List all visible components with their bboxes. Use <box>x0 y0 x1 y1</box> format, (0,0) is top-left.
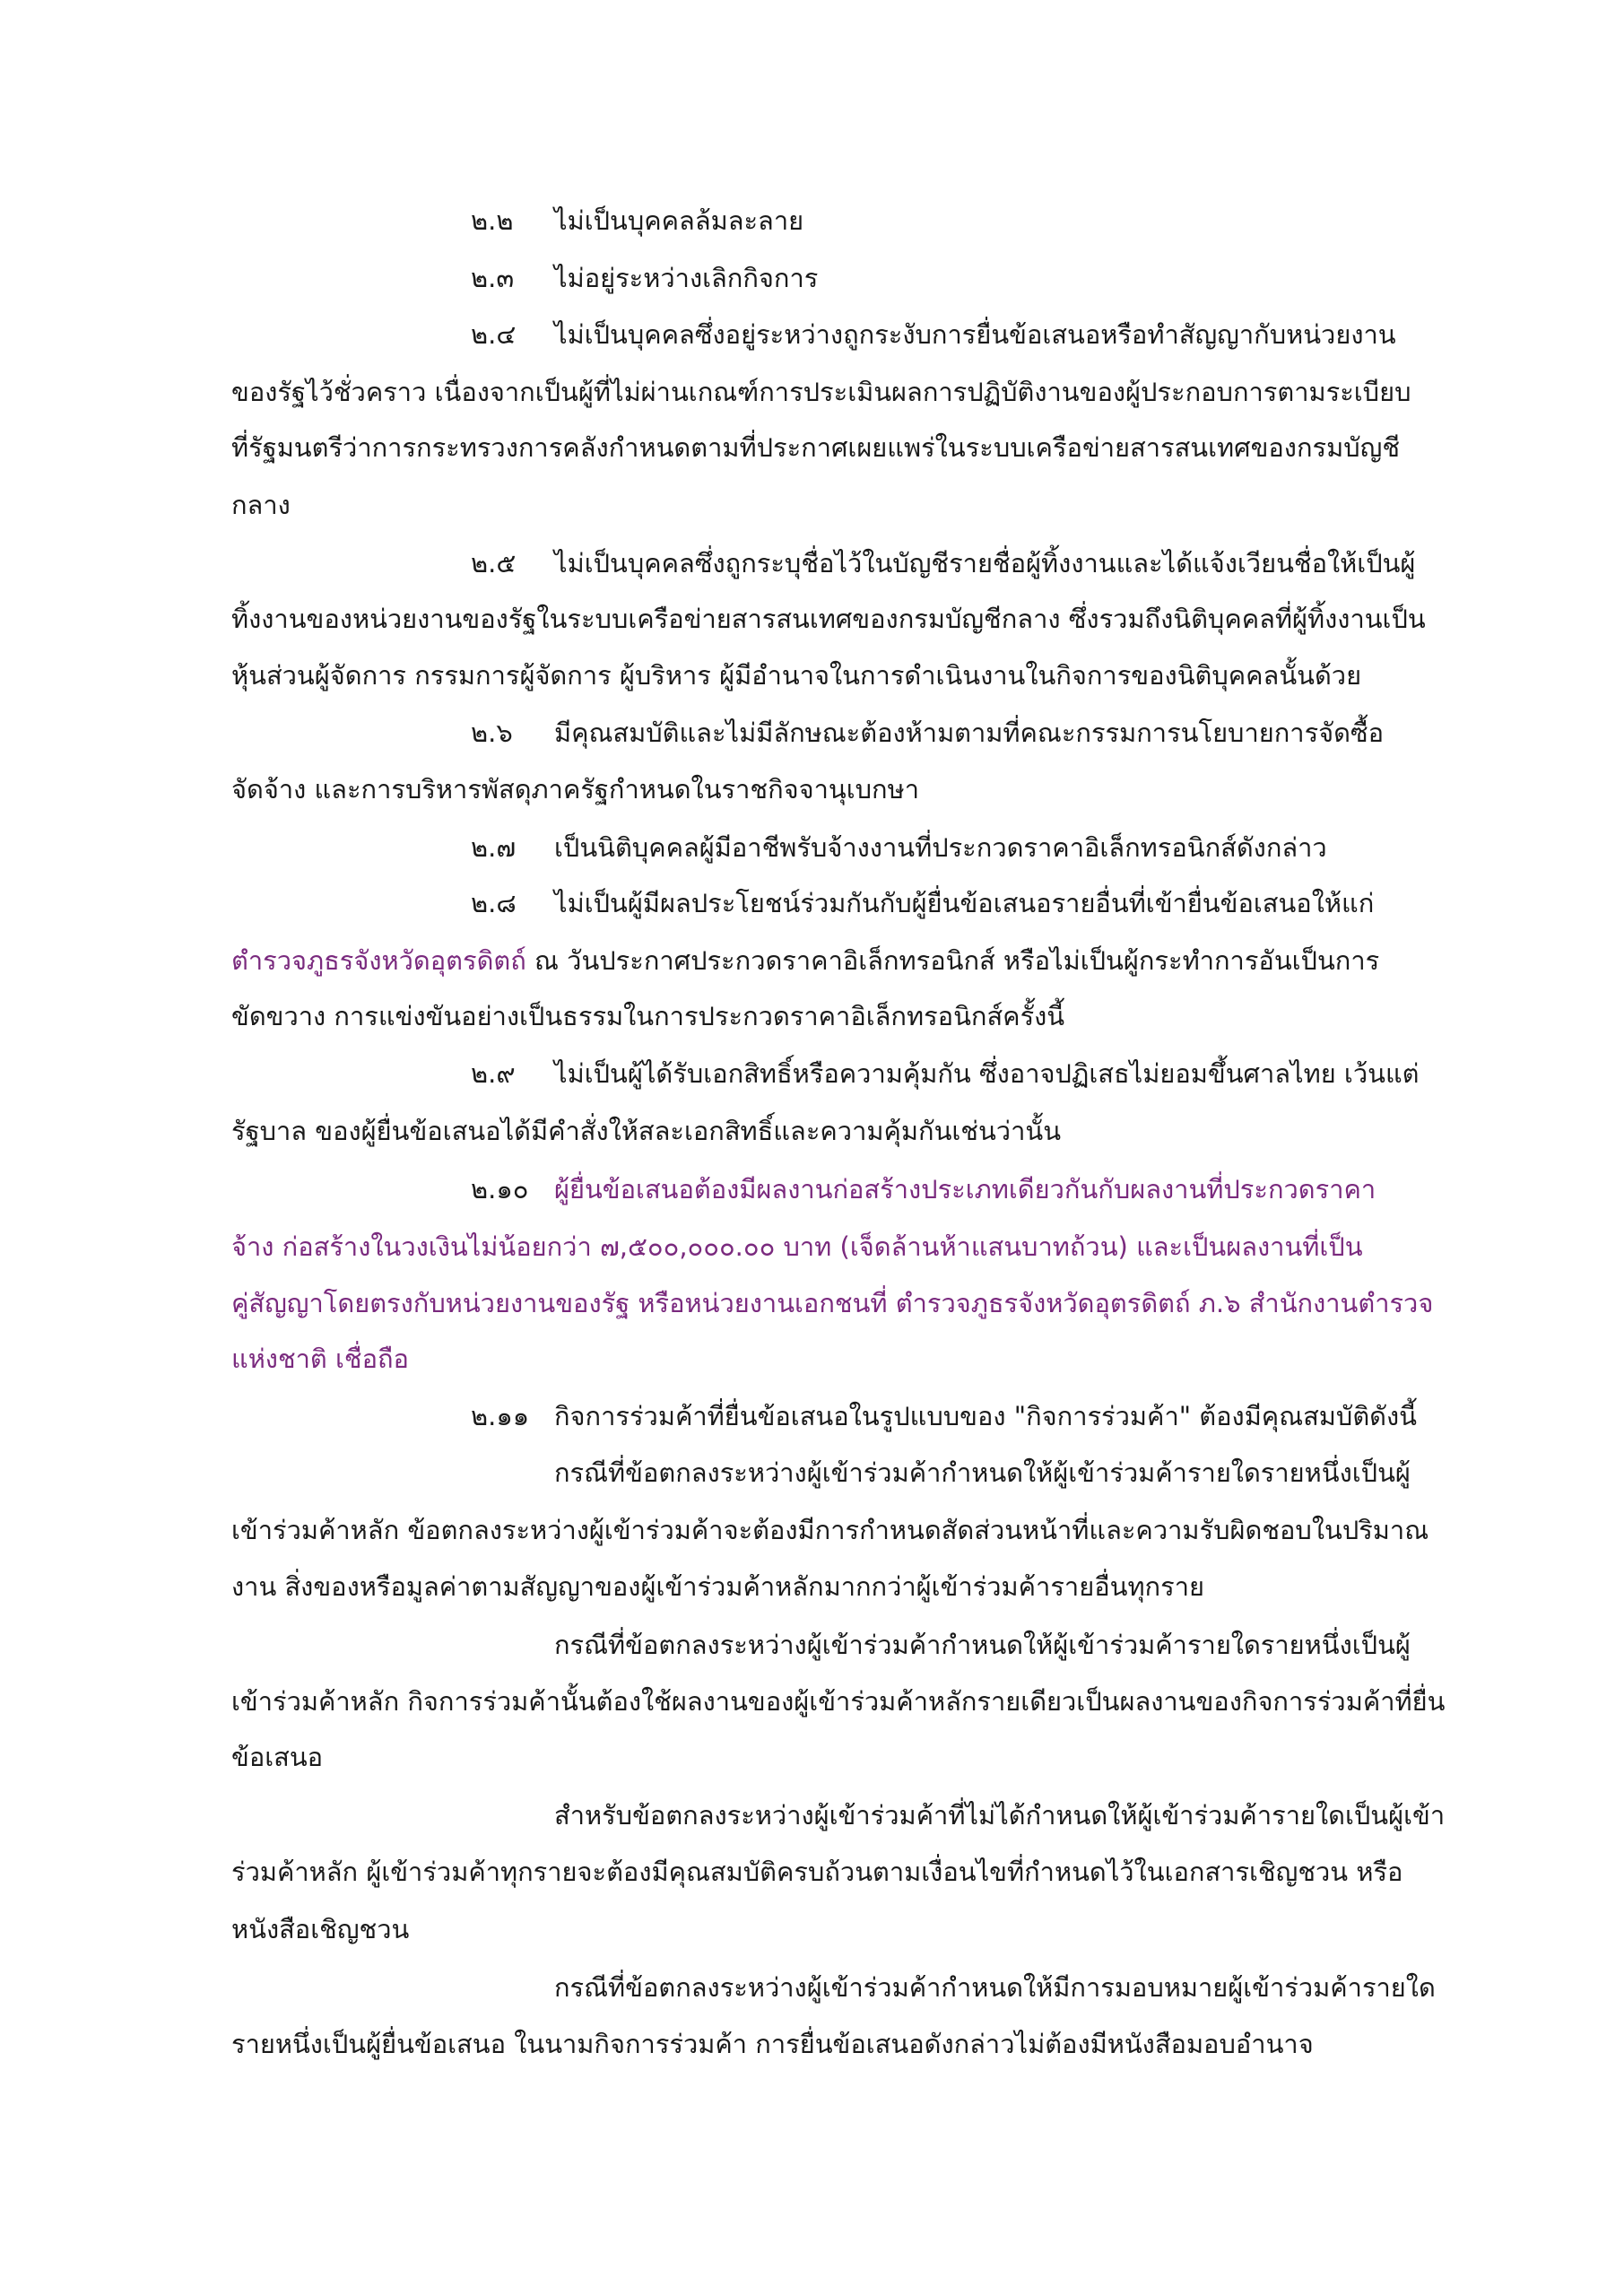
text-line <box>231 1569 1204 1605</box>
line-text: ไม่เป็นบุคคลล้มละลาย <box>554 205 804 236</box>
line-text: เข้าร่วมค้าหลัก ข้อตกลงระหว่างผู้เข้าร่วมค้าจะต้องมีการกำหนดสัดส่วนหน้าที่และความรับผิดชอบในปริมาณ <box>231 1515 1429 1545</box>
clause-number: ๒.๓ <box>471 263 515 293</box>
line-text: เข้าร่วมค้าหลัก กิจการร่วมค้านั้นต้องใช้ผลงานของผู้เข้าร่วมค้าหลักรายเดียวเป็นผลงานของกิจการร่วมค้าที่ยื่น <box>231 1686 1446 1717</box>
highlighted-text: จ้าง ก่อสร้างในวงเงินไม่น้อยกว่า ๗,๕๐๐,๐๐๐.๐๐ บาท (เจ็ดล้านห้าแสนบาทถ้วน) และเป็นผลงานที่เป็น <box>231 1231 1363 1262</box>
text-line <box>471 317 1396 352</box>
line-text: สำหรับข้อตกลงระหว่างผู้เข้าร่วมค้าที่ไม่ได้กำหนดให้ผู้เข้าร่วมค้ารายใดเป็นผู้เข้า <box>554 1800 1446 1831</box>
line-text: รายหนึ่งเป็นผู้ยื่นข้อเสนอ ในนามกิจการร่วมค้า การยื่นข้อเสนอดังกล่าวไม่ต้องมีหนังสือมอบอำนาจ <box>231 2029 1314 2059</box>
line-text: เป็นนิติบุคคลผู้มีอาชีพรับจ้างงานที่ประกวดราคาอิเล็กทรอนิกส์ดังกล่าว <box>554 832 1327 863</box>
line-text: ไม่อยู่ระหว่างเลิกกิจการ <box>554 263 819 293</box>
clause-number: ๒.๒ <box>471 205 514 236</box>
text-line <box>471 260 818 296</box>
clause-number: ๒.๔ <box>471 319 517 350</box>
text-line <box>231 374 1411 410</box>
line-text: หุ้นส่วนผู้จัดการ กรรมการผู้จัดการ ผู้บริหาร ผู้มีอำนาจในการดำเนินงานในกิจการของนิติบุคคลนั้นด้วย <box>231 660 1362 691</box>
text-line <box>231 1229 1363 1265</box>
text-line <box>471 715 1384 751</box>
text-line <box>231 2026 1314 2062</box>
line-text: หนังสือเชิญชวน <box>231 1914 410 1944</box>
text-line <box>231 943 1379 978</box>
clause-number: ๒.๕ <box>471 548 517 578</box>
line-text: ที่รัฐมนตรีว่าการกระทรวงการคลังกำหนดตามที่ประกาศเผยแพร่ในระบบเครือข่ายสารสนเทศของกรมบัญชี <box>231 432 1401 463</box>
clause-number: ๒.๙ <box>471 1058 516 1089</box>
line-text: ณ วันประกาศประกวดราคาอิเล็กทรอนิกส์ หรือไม่เป็นผู้กระทำการอันเป็นการ <box>525 945 1380 976</box>
text-line <box>231 1911 409 1947</box>
line-text: ไม่เป็นบุคคลซึ่งอยู่ระหว่างถูกระงับการยื่นข้อเสนอหรือทำสัญญากับหน่วยงาน <box>554 319 1396 350</box>
text-line <box>231 1341 409 1377</box>
highlighted-text: คู่สัญญาโดยตรงกับหน่วยงานของรัฐ หรือหน่วยงานเอกชนที่ ตำรวจภูธรจังหวัดอุตรดิตถ์ ภ.๖ สำนักงานตำรวจ <box>231 1288 1434 1318</box>
line-text: จัดจ้าง และการบริหารพัสดุภาครัฐกำหนดในราชกิจจานุเบกษา <box>231 774 919 804</box>
text-line <box>231 1285 1433 1321</box>
line-text: ไม่เป็นผู้ได้รับเอกสิทธิ์หรือความคุ้มกัน ซึ่งอาจปฏิเสธไม่ยอมขึ้นศาลไทย เว้นแต่ <box>554 1058 1420 1089</box>
text-line <box>231 430 1400 465</box>
text-line <box>471 885 1374 921</box>
text-line <box>231 771 919 807</box>
text-line <box>231 487 291 523</box>
text-line <box>231 1854 1403 1890</box>
text-line <box>471 1056 1419 1091</box>
text-line <box>554 1455 1411 1491</box>
line-text: กลาง <box>231 490 291 520</box>
text-line <box>231 1512 1429 1548</box>
text-line <box>231 1739 323 1775</box>
line-text: ไม่เป็นผู้มีผลประโยชน์ร่วมกันกับผู้ยื่นข้อเสนอรายอื่นที่เข้ายื่นข้อเสนอให้แก่ <box>554 888 1375 918</box>
text-line <box>554 1970 1436 2005</box>
line-text: กรณีที่ข้อตกลงระหว่างผู้เข้าร่วมค้ากำหนดให้ผู้เข้าร่วมค้ารายใดรายหนึ่งเป็นผู้ <box>554 1630 1411 1660</box>
clause-number: ๒.๑๑ <box>471 1401 530 1431</box>
highlighted-text: ผู้ยื่นข้อเสนอต้องมีผลงานก่อสร้างประเภทเดียวกันกับผลงานที่ประกวดราคา <box>554 1174 1376 1205</box>
line-text: ร่วมค้าหลัก ผู้เข้าร่วมค้าทุกรายจะต้องมีคุณสมบัติครบถ้วนตามเงื่อนไขที่กำหนดไว้ในเอกสารเชิญชวน หรือ <box>231 1857 1403 1887</box>
line-text: ข้อเสนอ <box>231 1742 324 1772</box>
text-line <box>554 1797 1445 1833</box>
text-line <box>471 1171 1376 1207</box>
line-text: ขัดขวาง การแข่งขันอย่างเป็นธรรมในการประกวดราคาอิเล็กทรอนิกส์ครั้งนี้ <box>231 1001 1065 1031</box>
line-text: ของรัฐไว้ชั่วคราว เนื่องจากเป็นผู้ที่ไม่ผ่านเกณฑ์การประเมินผลการปฏิบัติงานของผู้ประกอบการตามระเบียบ <box>231 377 1411 407</box>
highlighted-text: ตำรวจภูธรจังหวัดอุตรดิตถ์ <box>231 945 526 976</box>
clause-number: ๒.๖ <box>471 718 513 748</box>
text-line <box>231 1113 1061 1149</box>
line-text: กิจการร่วมค้าที่ยื่นข้อเสนอในรูปแบบของ "กิจการร่วมค้า" ต้องมีคุณสมบัติดังนี้ <box>554 1401 1417 1431</box>
line-text: ทิ้งงานของหน่วยงานของรัฐในระบบเครือข่ายสารสนเทศของกรมบัญชีกลาง ซึ่งรวมถึงนิติบุคคลที่ผู้ทิ้งงานเป็น <box>231 604 1426 634</box>
line-text: งาน สิ่งของหรือมูลค่าตามสัญญาของผู้เข้าร่วมค้าหลักมากกว่าผู้เข้าร่วมค้ารายอื่นทุกราย <box>231 1571 1204 1602</box>
line-text: มีคุณสมบัติและไม่มีลักษณะต้องห้ามตามที่คณะกรรมการนโยบายการจัดซื้อ <box>554 718 1385 748</box>
text-line <box>231 657 1361 693</box>
line-text: กรณีที่ข้อตกลงระหว่างผู้เข้าร่วมค้ากำหนดให้มีการมอบหมายผู้เข้าร่วมค้ารายใด <box>554 1972 1436 2003</box>
clause-number: ๒.๘ <box>471 888 517 918</box>
text-line <box>231 998 1064 1034</box>
text-line <box>471 203 803 239</box>
clause-number: ๒.๑๐ <box>471 1174 529 1205</box>
line-text: รัฐบาล ของผู้ยื่นข้อเสนอได้มีคำสั่งให้สละเอกสิทธิ์และความคุ้มกันเช่นว่านั้น <box>231 1116 1062 1146</box>
line-text: กรณีที่ข้อตกลงระหว่างผู้เข้าร่วมค้ากำหนดให้ผู้เข้าร่วมค้ารายใดรายหนึ่งเป็นผู้ <box>554 1457 1411 1488</box>
text-line <box>471 1398 1417 1434</box>
clause-number: ๒.๗ <box>471 832 517 863</box>
text-line <box>471 545 1415 581</box>
highlighted-text: แห่งชาติ เชื่อถือ <box>231 1344 409 1374</box>
line-text: ไม่เป็นบุคคลซึ่งถูกระบุชื่อไว้ในบัญชีรายชื่อผู้ทิ้งงานและได้แจ้งเวียนชื่อให้เป็นผู้ <box>554 548 1416 578</box>
text-line <box>231 1683 1445 1719</box>
text-line <box>554 1627 1411 1663</box>
text-line <box>231 601 1426 637</box>
text-line <box>471 830 1327 865</box>
